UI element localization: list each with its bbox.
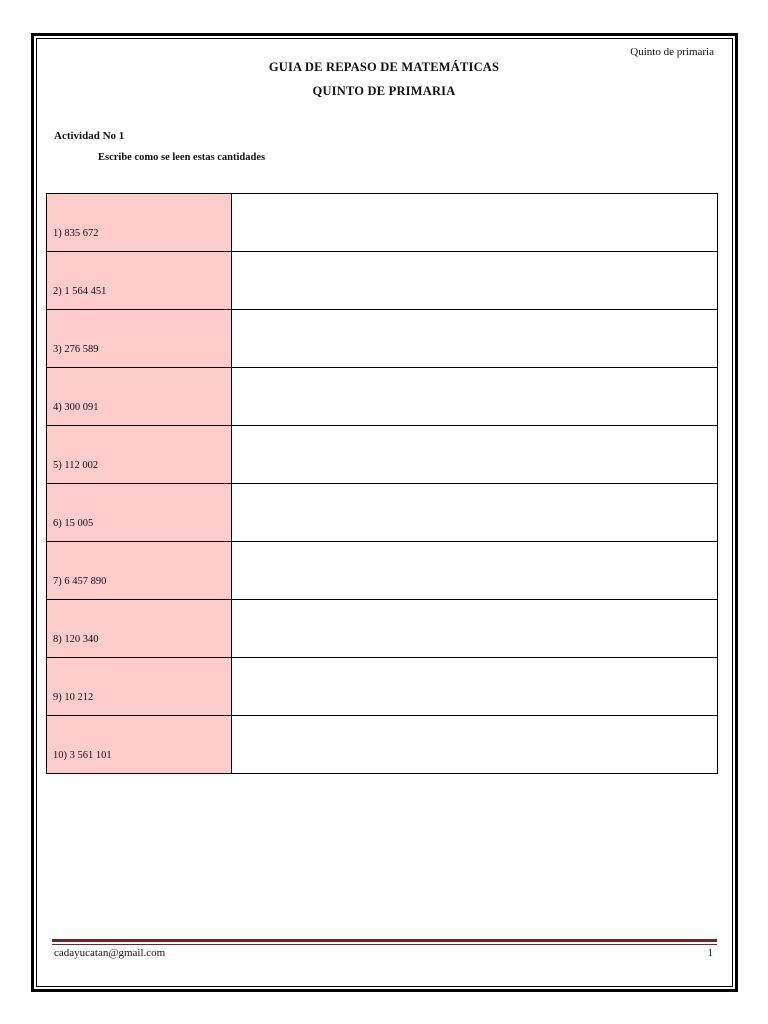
answer-cell[interactable] (232, 252, 718, 310)
table-row (47, 426, 718, 484)
table-row (47, 194, 718, 252)
number-cell: 2) 1 564 451 (47, 252, 232, 310)
page-number: 1 (707, 947, 713, 959)
number-cell: 8) 120 340 (47, 600, 232, 658)
footer-email: cadayucatan@gmail.com (54, 947, 166, 959)
table-row (47, 542, 718, 600)
answer-cell[interactable] (232, 368, 718, 426)
activity-label: Actividad No 1 (54, 130, 125, 142)
answer-cell[interactable] (232, 426, 718, 484)
answer-cell[interactable] (232, 310, 718, 368)
answer-cell[interactable] (232, 542, 718, 600)
activity-instruction: Escribe como se leen estas cantidades (98, 152, 266, 163)
number-cell: 1) 835 672 (47, 194, 232, 252)
number-cell: 3) 276 589 (47, 310, 232, 368)
footer-divider (52, 939, 717, 942)
number-cell: 4) 300 091 (47, 368, 232, 426)
answer-cell[interactable] (232, 716, 718, 774)
number-cell: 10) 3 561 101 (47, 716, 232, 774)
table-row (47, 658, 718, 716)
number-cell: 6) 15 005 (47, 484, 232, 542)
table-row (47, 600, 718, 658)
number-cell: 9) 10 212 (47, 658, 232, 716)
table-row (47, 368, 718, 426)
table-row (47, 310, 718, 368)
table-row (47, 484, 718, 542)
answer-cell[interactable] (232, 600, 718, 658)
table-row (47, 252, 718, 310)
answer-cell[interactable] (232, 194, 718, 252)
header-grade: Quinto de primaria (630, 46, 714, 58)
table-row (47, 716, 718, 774)
answer-cell[interactable] (232, 658, 718, 716)
page-title: GUIA DE REPASO DE MATEMÁTICAS (268, 60, 500, 74)
number-cell: 7) 6 457 890 (47, 542, 232, 600)
exercise-table (46, 193, 718, 774)
page-subtitle: QUINTO DE PRIMARIA (312, 84, 456, 98)
number-cell: 5) 112 002 (47, 426, 232, 484)
footer-divider-thin (52, 944, 717, 945)
answer-cell[interactable] (232, 484, 718, 542)
